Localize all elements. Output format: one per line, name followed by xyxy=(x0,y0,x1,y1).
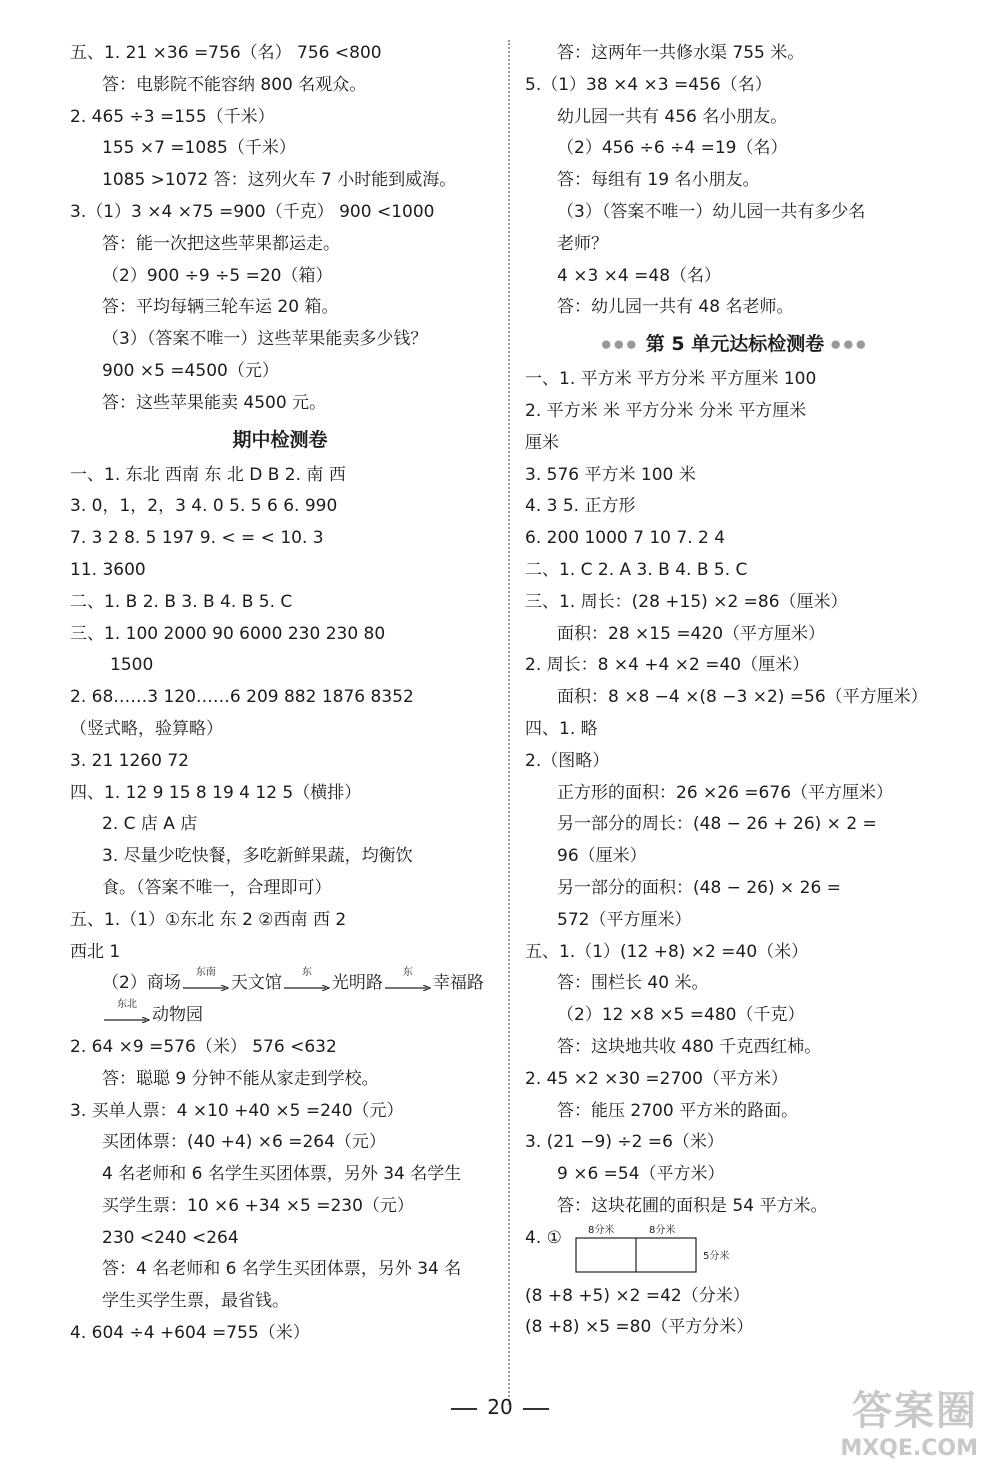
route-place: 商场 xyxy=(146,973,181,994)
answer-line: （竖式略，验算略） xyxy=(70,718,223,739)
answer-line: 答：每组有 19 名小朋友。 xyxy=(557,170,760,191)
answer-line: 3. 尽量少吃快餐，多吃新鲜果蔬，均衡饮 xyxy=(102,846,413,867)
answer-line: 3. 0，1，2，3 4. 0 5. 5 6 6. 990 xyxy=(70,496,338,517)
answer-line: 2. C 店 A 店 xyxy=(102,814,198,835)
answer-line: 答：这些苹果能卖 4500 元。 xyxy=(102,392,327,413)
answer-line: 二、1. B 2. B 3. B 4. B 5. C xyxy=(70,591,293,612)
figure-number: 4. ① xyxy=(525,1227,562,1248)
answers-block-6 xyxy=(525,1281,945,1345)
answer-line: 面积：28 ×15 =420（平方厘米） xyxy=(557,623,826,644)
watermark-url: MXQE.COM xyxy=(840,1436,978,1461)
section-title-midterm: 期中检测卷 xyxy=(232,428,328,451)
answer-line: 2. 465 ÷3 =155（千米） xyxy=(70,106,275,127)
arrow-direction-label: 东 xyxy=(402,967,413,979)
answer-line: （2）12 ×8 ×5 =480（千克） xyxy=(557,1005,805,1026)
route-line-1 xyxy=(70,968,490,1000)
dimension-label: 8分米 xyxy=(588,1224,615,1236)
answer-line: 厘米 xyxy=(525,432,559,453)
arrow-direction-label: 东南 xyxy=(195,967,216,979)
answer-line: 3.（1）3 ×4 ×75 =900（千克） 900 <1000 xyxy=(70,201,435,222)
column-divider xyxy=(508,40,510,1405)
answer-line: 三、1. 周长：(28 +15) ×2 =86（厘米） xyxy=(525,591,848,612)
answer-line: 答：幼儿园一共有 48 名老师。 xyxy=(557,297,794,318)
page-number-text: 20 xyxy=(487,1395,513,1419)
answer-line: 学生买学生票，最省钱。 xyxy=(102,1291,289,1312)
answer-line: 4. 3 5. 正方形 xyxy=(525,496,636,517)
answer-line: 7. 3 2 8. 5 197 9. < = < 10. 3 xyxy=(70,528,324,549)
arrow-right-icon xyxy=(284,985,330,991)
answer-line: 一、1. 东北 西南 东 北 D B 2. 南 西 xyxy=(70,464,346,485)
answer-line: 3. 21 1260 72 xyxy=(70,750,189,771)
route-arrow xyxy=(183,967,229,993)
arrow-right-icon xyxy=(104,1017,150,1023)
answer-line: 西北 1 xyxy=(70,941,121,962)
answer-line: 答：电影院不能容纳 800 名观众。 xyxy=(102,74,367,95)
answer-line: 三、1. 100 2000 90 6000 230 230 80 xyxy=(70,623,386,644)
answer-line: 五、1.（1）(12 +8) ×2 =40（米） xyxy=(525,941,809,962)
answer-line: 11. 3600 xyxy=(70,559,146,580)
answer-line: 答：这块地共收 480 千克西红柿。 xyxy=(557,1036,822,1057)
answer-line: 另一部分的周长：(48 − 26 + 26) × 2 = xyxy=(557,814,877,835)
route-place: 天文馆 xyxy=(230,973,282,994)
answer-line: 买团体票：(40 +4) ×6 =264（元） xyxy=(102,1132,386,1153)
route-arrow xyxy=(104,999,150,1025)
answer-line: 2. 68……3 120……6 209 882 1876 8352 xyxy=(70,687,414,708)
answer-line: 572（平方厘米） xyxy=(557,909,692,930)
answer-line: 4 ×3 ×4 =48（名） xyxy=(557,265,722,286)
answer-line: 食。（答案不唯一，合理即可） xyxy=(102,877,332,898)
route-place: 动物园 xyxy=(152,1005,203,1026)
answer-line: 答：聪聪 9 分钟不能从家走到学校。 xyxy=(102,1068,379,1089)
answer-line: （3）（答案不唯一）幼儿园一共有多少名 xyxy=(557,201,866,222)
answer-line: (8 +8) ×5 =80（平方分米） xyxy=(525,1317,754,1338)
answers-block-1 xyxy=(70,38,490,420)
answer-line: 155 ×7 =1085（千米） xyxy=(102,138,296,159)
dash-right xyxy=(523,1408,549,1410)
answer-line: 正方形的面积：26 ×26 =676（平方厘米） xyxy=(557,782,894,803)
watermark-text: 答案圈 xyxy=(852,1388,978,1434)
dash-left xyxy=(451,1408,477,1410)
arrow-direction-label: 东北 xyxy=(117,999,137,1011)
answer-line: 答：这两年一共修水渠 755 米。 xyxy=(557,43,805,63)
answer-line: 2. 平方米 米 平方分米 分米 平方厘米 xyxy=(525,400,807,421)
rectangle-figure xyxy=(525,1223,945,1281)
answer-line: 96（厘米） xyxy=(557,846,647,867)
answer-line: 答：这块花圃的面积是 54 平方米。 xyxy=(557,1195,828,1216)
answer-line: 900 ×5 =4500（元） xyxy=(102,360,279,381)
answer-line: 230 <240 <264 xyxy=(102,1227,239,1248)
answer-line: 1500 xyxy=(110,655,154,676)
answer-line: 1085 >1072 答：这列火车 7 小时能到威海。 xyxy=(102,170,457,191)
answer-line: 2. 45 ×2 ×30 =2700（平方米） xyxy=(525,1068,788,1089)
answer-line: （2）456 ÷6 ÷4 =19（名） xyxy=(557,138,788,159)
answers-block-4 xyxy=(525,38,945,324)
answer-line: 面积：8 ×8 −4 ×(8 −3 ×2) =56（平方厘米） xyxy=(557,687,928,708)
answer-line: 3. 买单人票：4 ×10 +40 ×5 =240（元） xyxy=(70,1100,404,1121)
route-place: 幸福路 xyxy=(432,973,484,994)
answer-line: 4 名老师和 6 名学生买团体票，另外 34 名学生 xyxy=(102,1164,462,1185)
answer-line: （2）900 ÷9 ÷5 =20（箱） xyxy=(102,265,333,286)
answer-line: 3. (21 −9) ÷2 =6（米） xyxy=(525,1132,724,1153)
answers-block-2 xyxy=(70,460,490,969)
dimension-label: 5分米 xyxy=(703,1250,730,1262)
arrow-right-icon xyxy=(183,985,229,991)
answer-line: 4. 604 ÷4 +604 =755（米） xyxy=(70,1323,310,1344)
answer-line: 答：平均每辆三轮车运 20 箱。 xyxy=(102,297,339,318)
watermark-logo xyxy=(840,1379,978,1461)
answer-line: 5.（1）38 ×4 ×3 =456（名） xyxy=(525,74,772,95)
answer-line: 9 ×6 =54（平方米） xyxy=(557,1164,725,1185)
answer-line: 五、1.（1）①东北 东 2 ②西南 西 2 xyxy=(70,909,347,930)
answer-line: 6. 200 1000 7 10 7. 2 4 xyxy=(525,528,726,549)
answer-line: 四、1. 12 9 15 8 19 4 12 5（横排） xyxy=(70,782,362,803)
answer-line: 答：4 名老师和 6 名学生买团体票，另外 34 名 xyxy=(102,1259,462,1280)
route-arrow xyxy=(385,967,431,993)
answer-line: （3）（答案不唯一）这些苹果能卖多少钱？ xyxy=(102,329,428,350)
answer-line: 一、1. 平方米 平方分米 平方厘米 100 xyxy=(525,369,817,390)
decorative-dots-icon: ●●● xyxy=(830,337,869,351)
answer-line: 2.（图略） xyxy=(525,750,610,771)
answer-line: 另一部分的面积：(48 − 26) × 26 = xyxy=(557,877,841,898)
decorative-dots-icon: ●●● xyxy=(601,337,640,351)
route-place: 光明路 xyxy=(331,973,383,994)
dimension-label: 8分米 xyxy=(649,1224,676,1236)
answer-line: 答：围栏长 40 米。 xyxy=(557,973,709,994)
arrow-right-icon xyxy=(385,985,431,991)
answer-line: 买学生票：10 ×6 +34 ×5 =230（元） xyxy=(102,1195,414,1216)
answer-line: 四、1. 略 xyxy=(525,718,598,739)
left-column xyxy=(70,38,490,1350)
route-line-2 xyxy=(70,1000,490,1032)
answers-block-5 xyxy=(525,364,945,1223)
rectangle-diagram xyxy=(575,1237,705,1273)
answer-line: 幼儿园一共有 456 名小朋友。 xyxy=(557,106,788,127)
right-column xyxy=(525,38,945,1344)
answer-line: 2. 64 ×9 =576（米） 576 <632 xyxy=(70,1036,337,1057)
route-arrow xyxy=(284,967,330,993)
answer-line: 2. 周长：8 ×4 +4 ×2 =40（厘米） xyxy=(525,655,810,676)
answer-line: 五、1. 21 ×36 =756（名） 756 <800 xyxy=(70,43,382,63)
arrow-direction-label: 东 xyxy=(301,967,312,979)
answer-line: (8 +8 +5) ×2 =42（分米） xyxy=(525,1285,750,1306)
answer-line: 老师？ xyxy=(557,233,608,254)
answers-block-3 xyxy=(70,1032,490,1350)
section-title-text: 第 5 单元达标检测卷 xyxy=(645,333,825,356)
answer-line: 3. 576 平方米 100 米 xyxy=(525,464,696,485)
answer-line: 答：能一次把这些苹果都运走。 xyxy=(102,233,340,254)
answer-line: 答：能压 2700 平方米的路面。 xyxy=(557,1100,799,1121)
route-prefix: （2） xyxy=(102,973,147,994)
section-title-unit5 xyxy=(525,324,945,364)
answer-line: 二、1. C 2. A 3. B 4. B 5. C xyxy=(525,559,748,580)
